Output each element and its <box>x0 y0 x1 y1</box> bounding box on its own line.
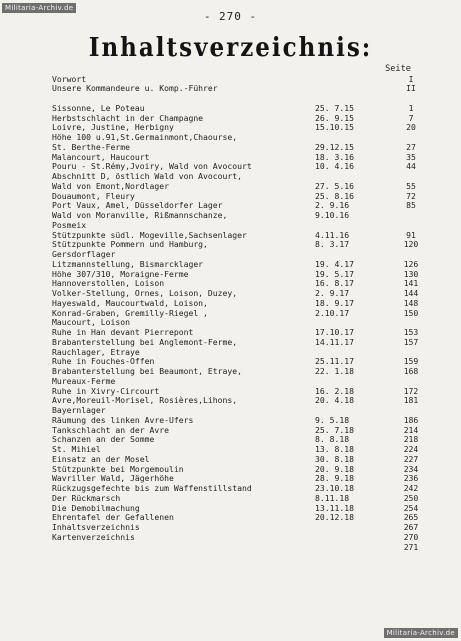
toc-entry-label: Kartenverzeichnis <box>52 531 135 542</box>
toc-entry-date: 4.11.16 <box>315 229 350 240</box>
toc-entry-page: 1 <box>408 102 414 113</box>
toc-entry-date: 13. 8.18 <box>315 444 354 454</box>
toc-entry-label: Mureaux-Ferme <box>52 375 116 386</box>
toc-entry-page: 271 <box>403 541 419 552</box>
toc-entry-date: 16. 8.17 <box>315 278 354 289</box>
toc-entry-date: 10. 4.16 <box>315 161 354 172</box>
toc-entry-page: 44 <box>406 161 416 172</box>
toc-entry-date: 17.10.17 <box>315 327 354 337</box>
toc-entry-date: 2.10.17 <box>315 307 350 318</box>
toc-entry <box>52 435 432 445</box>
toc-entry-page: 120 <box>403 239 419 250</box>
toc-entry-label: Stützpunkte südl. Mogeville,Sachsenlager <box>52 229 247 240</box>
toc-entry-label: Litzmannstellung, Bismarcklager <box>52 258 204 269</box>
toc-entry-label: Herbstschlacht in der Champagne <box>52 112 204 123</box>
toc-entry-label: Höhe 307/310, Moraigne-Ferme <box>52 268 189 279</box>
toc-entry-label: Stützpunkte Pommern und Hamburg, <box>52 239 208 250</box>
toc-entry-date: 18. 3.16 <box>315 151 354 162</box>
toc-entry-date: 9.10.16 <box>315 210 350 220</box>
toc-entry-page: 126 <box>403 258 419 269</box>
watermark-bottom: Militaria-Archiv.de <box>384 628 458 638</box>
toc-entry-date: 27. 5.16 <box>315 180 354 191</box>
toc-entry-page: 227 <box>403 453 419 464</box>
toc-entry-date: 23.10.18 <box>315 483 354 493</box>
toc-entry-label: Ehrentafel der Gefallenen <box>52 512 174 523</box>
toc-entry-label: Wavriller Wald, Jägerhöhe <box>52 473 174 484</box>
toc-entry-label: Pouru - St.Rémy,Jvoiry, Wald von Avocourt <box>52 161 252 172</box>
toc-entry-label: Inhaltsverzeichnis <box>52 522 140 532</box>
toc-entry-date: 26. 9.15 <box>315 112 354 123</box>
toc-entry-page: 168 <box>403 366 419 376</box>
toc-entry-label: Unsere Kommandeure u. Komp.-Führer <box>52 83 218 94</box>
toc-entry-date: 2. 9.16 <box>315 200 350 211</box>
toc-entry-page: 157 <box>403 336 419 347</box>
toc-entry-date: 8. 3.17 <box>315 239 350 250</box>
toc-entry-date: 20.12.18 <box>315 512 354 523</box>
toc-entry-date: 29.12.15 <box>315 141 354 152</box>
toc-entry-label: Hayeswald, Maucourtwald, Loison, <box>52 297 208 308</box>
toc-entry-page: 153 <box>403 327 419 337</box>
toc-entry-date: 30. 8.18 <box>315 453 354 464</box>
toc-entry-page: 236 <box>403 473 419 484</box>
toc-entry-date: 16. 2.18 <box>315 385 354 396</box>
toc-entry-page: 159 <box>403 356 419 367</box>
page-number: - 270 - <box>203 10 258 23</box>
toc-entry-date: 25. 7.15 <box>315 102 354 113</box>
toc-entry-date: 14.11.17 <box>315 336 354 347</box>
toc-entry-date: 9. 5.18 <box>315 414 350 425</box>
toc-entry-label: Hannoverstollen, Loison <box>52 278 165 289</box>
toc-entry-label: Ruhe in Fouches-Offen <box>52 356 155 367</box>
toc-entry-page: 172 <box>403 385 419 396</box>
toc-entry-page: 20 <box>406 122 416 133</box>
toc-entry-label: Konrad-Graben, Gremilly-Riegel , <box>52 307 208 318</box>
toc-entry-label: Höhe 100 u.91,St.Germainmont,Chaourse, <box>52 132 238 142</box>
toc-entry <box>52 396 432 406</box>
toc-entry-date: 18. 9.17 <box>315 297 354 308</box>
toc-entry-page: 270 <box>403 531 419 542</box>
toc-entry-label: St. Berthe-Ferme <box>52 141 130 152</box>
toc-entry-page: 186 <box>403 414 419 425</box>
toc-entry-date: 2. 9.17 <box>315 288 350 298</box>
toc-entry-date: 13.11.18 <box>315 502 354 513</box>
toc-entry-label: Port Vaux, Amel, Düsseldorfer Lager <box>52 200 223 211</box>
toc-entry <box>52 533 432 543</box>
toc-entry-date: 19. 4.17 <box>315 258 354 269</box>
toc-entry-page: II <box>406 83 416 94</box>
toc-entry-date: 20. 9.18 <box>315 463 354 474</box>
toc-entry-label: Malancourt, Haucourt <box>52 151 150 162</box>
toc-entry-label: Schanzen an der Somme <box>52 434 155 445</box>
toc-entry-page: 144 <box>403 288 419 298</box>
toc-entry-date: 8.11.18 <box>315 492 350 503</box>
toc-entry-page: 234 <box>403 463 419 474</box>
toc-entry-page: 254 <box>403 502 419 513</box>
toc-entry-page: 130 <box>403 268 419 279</box>
toc-entry-page: 250 <box>403 492 419 503</box>
toc-entry-label: Maucourt, Loison <box>52 317 130 328</box>
toc-entry-date: 19. 5.17 <box>315 268 354 279</box>
toc-entry-page: 27 <box>406 141 416 152</box>
toc-entry-date: 8. 8.18 <box>315 434 350 445</box>
toc-entry-date: 25. 8.16 <box>315 190 354 201</box>
toc-entry-label: Einsatz an der Mosel <box>52 453 150 464</box>
toc-entry-date: 28. 9.18 <box>315 473 354 484</box>
toc-entry-page: 265 <box>403 512 419 523</box>
toc-entry-page: 218 <box>403 434 419 445</box>
toc-entry-page: 141 <box>403 278 419 289</box>
toc-entry-label: Ruhe in Xivry-Circourt <box>52 385 160 396</box>
toc-entry-label: Avre,Moreuil-Morisel, Rosières,Lihons, <box>52 395 238 406</box>
toc-entry-page: 242 <box>403 483 419 493</box>
toc-entry <box>52 84 432 94</box>
toc-entry-page: 7 <box>408 112 414 123</box>
toc-entry <box>52 543 432 553</box>
toc-entry-label: Tankschlacht an der Avre <box>52 424 169 435</box>
toc-entry-page: 72 <box>406 190 416 201</box>
toc-entry-page: 85 <box>406 200 416 211</box>
toc-entry-label: Loivre, Justine, Herbigny <box>52 122 174 133</box>
column-header-seite: Seite <box>385 64 411 74</box>
toc-entry-page: 214 <box>403 424 419 435</box>
toc-entry-page: 148 <box>403 297 419 308</box>
toc-entry-label: Ruhe in Han devant Pierrepont <box>52 327 194 337</box>
page-title: Inhaltsverzeichnis: <box>88 32 373 63</box>
toc-entry-label: St. Mihiel <box>52 444 101 454</box>
toc-entry-page: 181 <box>403 395 419 406</box>
toc-entry-label: Wald von Moranville, Rißmannschanze, <box>52 210 228 220</box>
toc-entry <box>52 211 432 221</box>
toc-entry-label: Vorwort <box>52 73 87 84</box>
toc-entry-date: 22. 1.18 <box>315 366 354 376</box>
toc-entry-label: Brabanterstellung bei Anglemont-Ferme, <box>52 336 238 347</box>
toc-entry-date: 20. 4.18 <box>315 395 354 406</box>
toc-entry-page: 35 <box>406 151 416 162</box>
toc-entry-label: Räumung des linken Avre-Ufers <box>52 414 194 425</box>
toc-entry-page: 55 <box>406 180 416 191</box>
toc-entry-label: Sissonne, Le Poteau <box>52 102 145 113</box>
toc-entry-page: 150 <box>403 307 419 318</box>
watermark-top: Militaria-Archiv.de <box>2 3 76 13</box>
toc-entry-label: Volker-Stellung, Ornes, Loison, Duzey, <box>52 288 238 298</box>
toc-entry-page: I <box>408 73 414 84</box>
toc-entry-label: Wald von Emont,Nordlager <box>52 180 169 191</box>
toc-entry-label: Abschnitt D, östlich Wald von Avocourt, <box>52 171 243 181</box>
toc-entry-date: 25. 7.18 <box>315 424 354 435</box>
toc-entry-label: Die Demobilmachung <box>52 502 140 513</box>
toc-entry-page: 267 <box>403 522 419 532</box>
toc-entry-label: Gersdorflager <box>52 249 116 259</box>
toc-entry-label: Posmeix <box>52 219 87 230</box>
toc-entry-page: 224 <box>403 444 419 454</box>
toc-entry-date: 25.11.17 <box>315 356 354 367</box>
toc-entry-label: Bayernlager <box>52 405 106 415</box>
toc-entry-page: 91 <box>406 229 416 240</box>
toc-entry-label: Douaumont, Fleury <box>52 190 135 201</box>
toc-entry-date: 15.10.15 <box>315 122 354 133</box>
toc-entry-label: Rückzugsgefechte bis zum Waffenstillstand <box>52 483 252 493</box>
toc-entry-label: Der Rückmarsch <box>52 492 121 503</box>
toc-entry-label: Brabanterstellung bei Beaumont, Etraye, <box>52 366 243 376</box>
toc-entry-label: Rauchlager, Etraye <box>52 346 140 357</box>
toc-entry-label: Stützpunkte bei Morgemoulin <box>52 463 184 474</box>
